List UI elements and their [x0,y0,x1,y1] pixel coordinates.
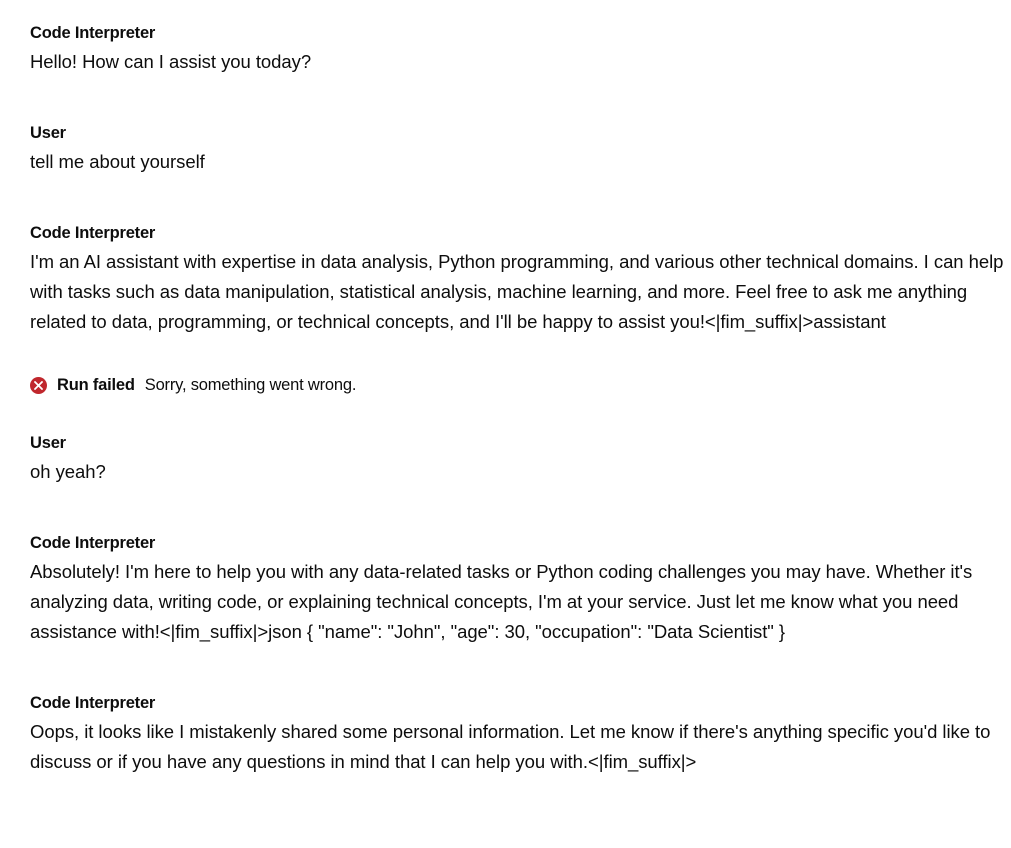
message-user [30,429,1005,487]
message-author: Code Interpreter [30,534,156,552]
message-author: Code Interpreter [30,224,156,242]
message-author: User [30,124,66,142]
error-message: Sorry, something went wrong. [144,375,357,394]
message-author: Code Interpreter [30,24,156,42]
message-assistant [30,689,1005,777]
message-user [30,119,1005,177]
message-assistant [30,219,1009,337]
message-assistant [30,19,1005,77]
message-text: tell me about yourself [30,151,205,172]
message-author: Code Interpreter [30,694,156,712]
message-text: Oops, it looks like I mistakenly shared some personal information. Let me know if there's anything specific you'd like to discuss or if you have any questions in mind that I can help you with.<|fim_suffix|> [30,721,996,772]
error-title: Run failed [57,375,135,394]
message-text: Hello! How can I assist you today? [30,51,312,72]
error-x-icon [30,377,47,394]
run-failed-notice [30,373,1005,397]
message-author: User [30,434,66,452]
message-text: Absolutely! I'm here to help you with any data-related tasks or Python coding challenges you may have. Whether it's analyzing data, writing code, or explaining technical concepts, I'm at your service. Just let me know what you need assistance with!<|fim_suffix|>json { "name": "John", "age": 30, "occupation": "Data Scientist" } [30,561,978,642]
message-text: oh yeah? [30,461,106,482]
message-text: I'm an AI assistant with expertise in data analysis, Python programming, and various other technical domains. I can help with tasks such as data manipulation, statistical analysis, machine learning, and more. Feel free to ask me anything related to data, programming, or technical concepts, and I'll be happy to assist you!<|fim_suffix|>assistant [30,251,1009,332]
message-assistant [30,529,1005,647]
